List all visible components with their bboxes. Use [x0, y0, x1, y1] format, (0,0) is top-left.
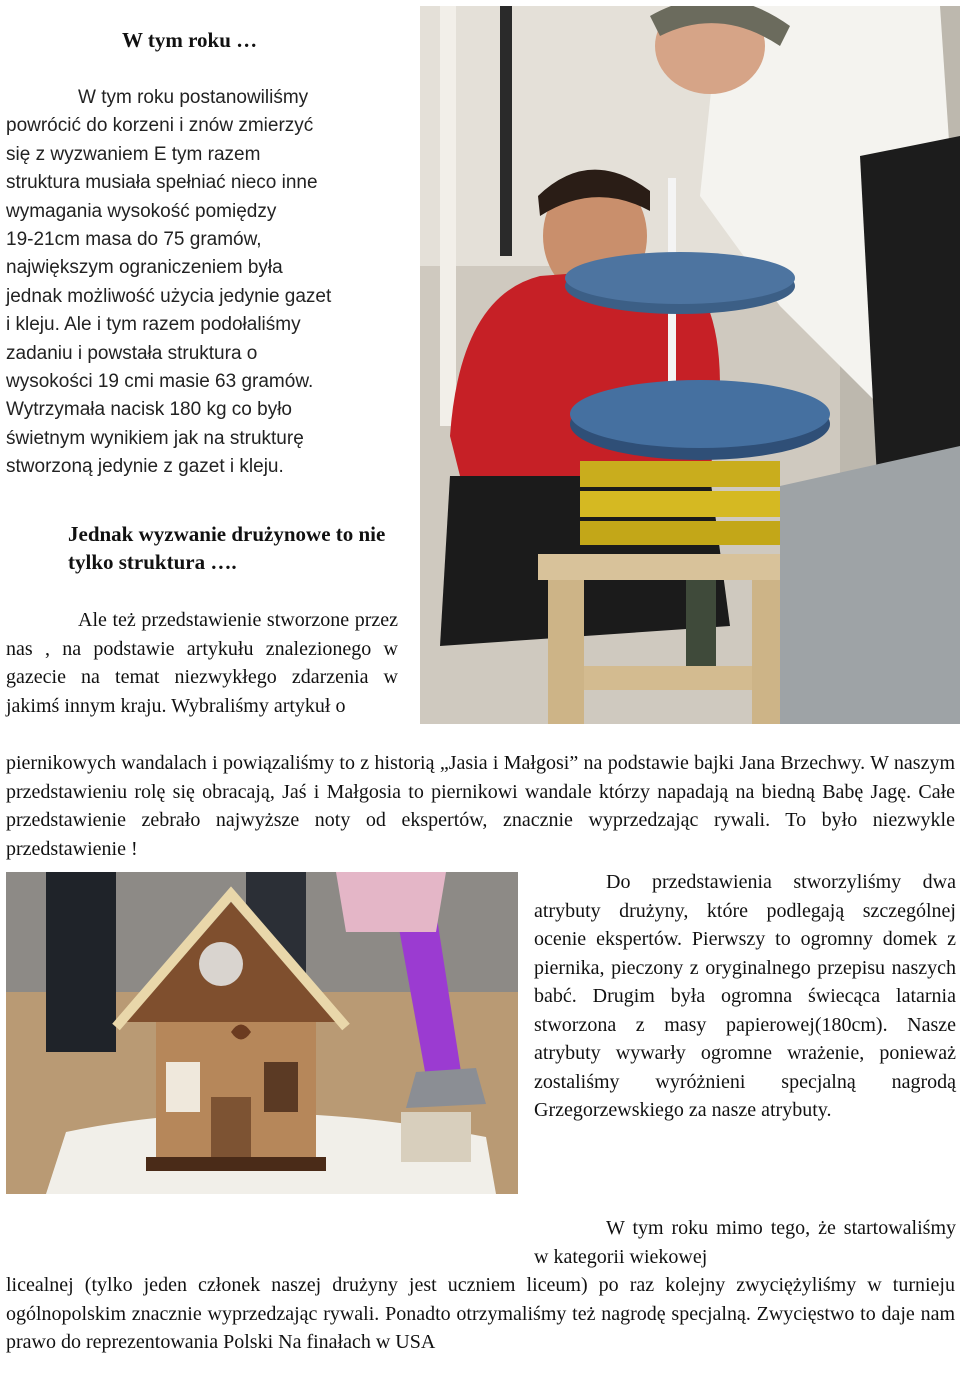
section-subheading: Jednak wyzwanie drużynowe to nie tylko struktura ….	[68, 522, 386, 574]
results-paragraph-continued: licealnej (tylko jeden członek naszej drużyny jest uczniem liceum) po raz kolejny zwyciężyliśmy w turnieju ogólnopolskim znacznie wyprzedzając rywali. Ponadto otrzymaliśmy też nagrodę specjalną. Zwycięstwo to daje nam prawo do reprezentowania Polski Na finałach w USA	[6, 1274, 955, 1353]
gingerbread-house-illustration	[6, 872, 518, 1194]
results-paragraph: W tym roku mimo tego, że startowaliśmy w kategorii wiekowej	[534, 1217, 956, 1268]
page-title: W tym roku …	[122, 28, 258, 52]
attributes-paragraph: Do przedstawienia stworzyliśmy dwa atrybuty drużyny, które podlegają szczególnej ocenie ekspertów. Pierwszy to ogromny domek z piernika, pieczony z oryginalnego przepisu naszych babć. Drugim była ogromna świecąca latarnia stworzona z masy papierowej(180cm). Nasze atrybuty wywarły ogromne wrażenie, ponieważ zostaliśmy wyróżnieni specjalną nagrodą Grzegorzewskiego za nasze atrybuty.	[534, 871, 956, 1121]
performance-paragraph: Ale też przedstawienie stworzone przez nas , na podstawie artykułu znalezionego w gazecie na temat niezwykłego zdarzenia w jakimś innym kraju. Wybraliśmy artykuł o	[6, 609, 398, 717]
intro-paragraph-text: W tym roku postanowiliśmy powrócić do korzeni i znów zmierzyć się z wyzwaniem E tym razem struktura musiała spełniać nieco inne wymagania wysokość pomiędzy 19-21cm masa do 75 gramów, największym ograniczeniem była jednak możliwość użycia jedynie gazet i kleju. Ale i tym razem podołaliśmy zadaniu i powstała struktura o wysokości 19 cmi masie 63 gramów. Wytrzymała nacisk 180 kg co było świetnym wynikiem jak na strukturę stworzoną jedynie z gazet i kleju.	[6, 87, 332, 478]
performance-paragraph-continued: piernikowych wandalach i powiązaliśmy to z historią „Jasia i Małgosi” na podstawie bajki Jana Brzechwy. W naszym przedstawieniu rolę się obracają, Jaś i Małgosia to piernikowi wandale którzy napadają na biedną Babę Jagę. Całe przedstawienie zebrało najwyższe noty od ekspertów, znacznie wyprzedzając rywali. To było niezwykle przedstawienie !	[6, 752, 955, 860]
intro-paragraph	[6, 84, 406, 482]
gingerbread-house-photo	[6, 872, 518, 1194]
structure-test-illustration	[420, 6, 960, 724]
structure-test-photo	[420, 6, 960, 724]
